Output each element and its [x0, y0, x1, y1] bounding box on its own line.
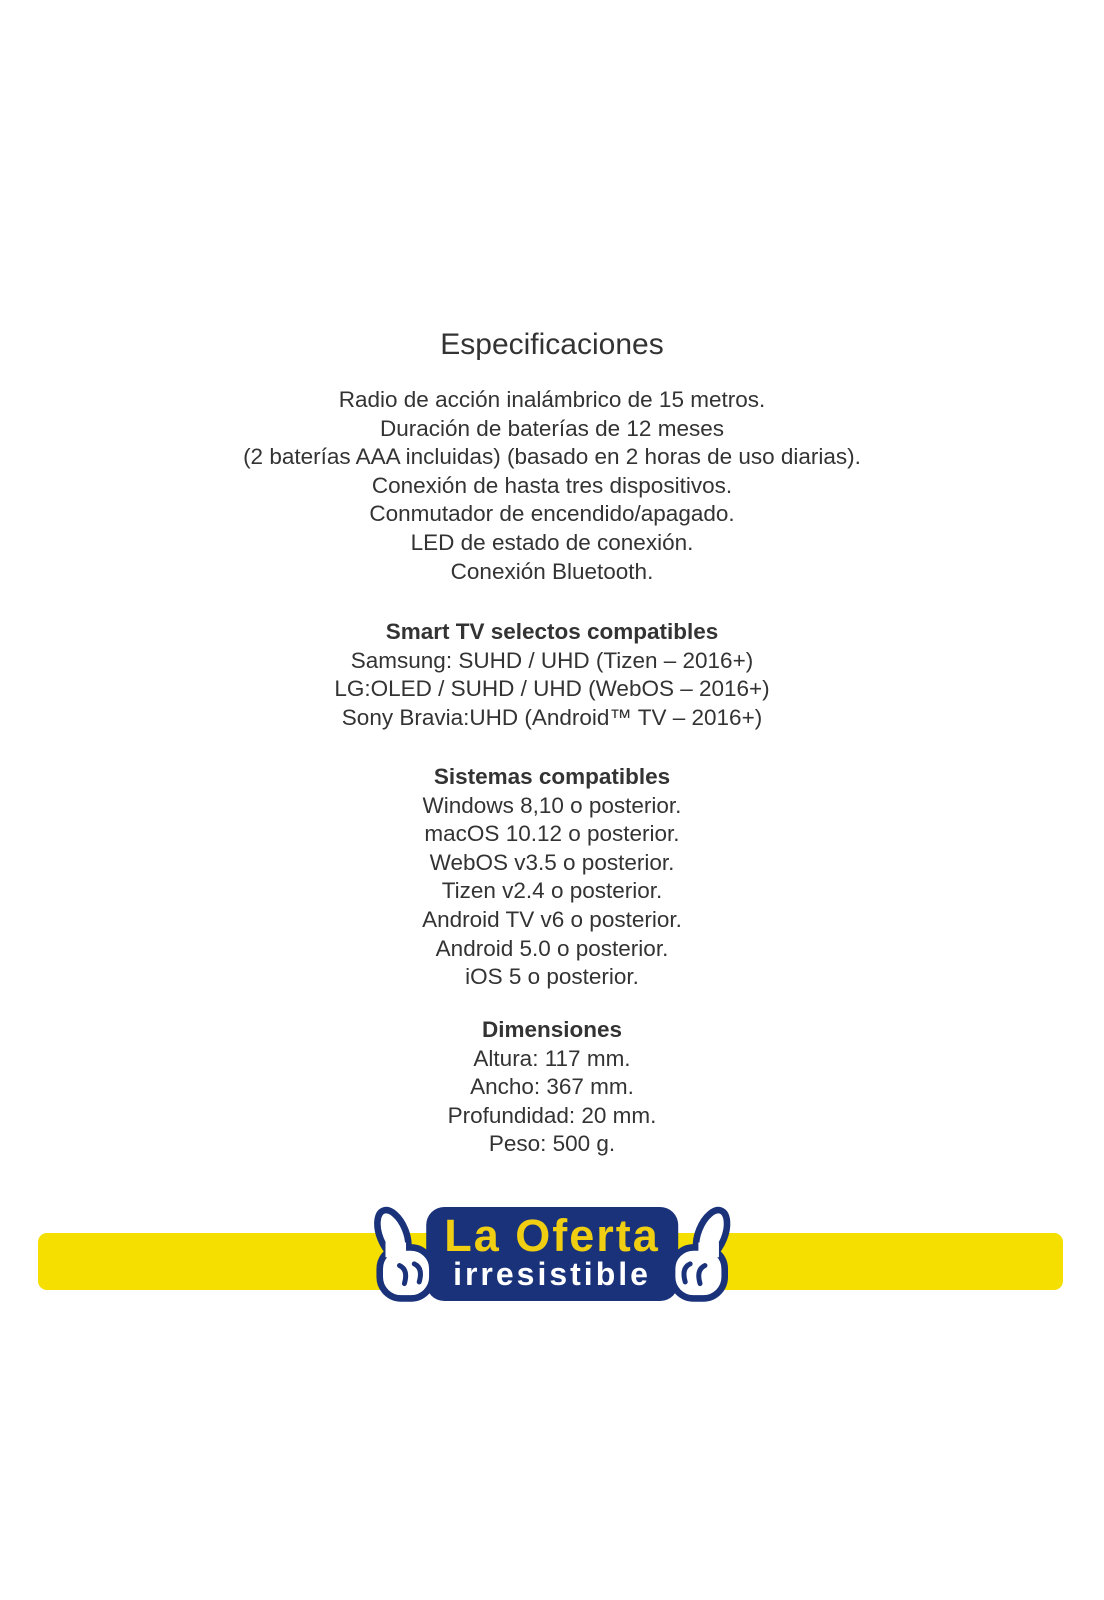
- spec-line: Duración de baterías de 12 meses: [380, 415, 724, 441]
- spec-line: Samsung: SUHD / UHD (Tizen – 2016+): [350, 647, 754, 673]
- spec-line: Tizen v2.4 o posterior.: [441, 878, 663, 904]
- spec-line: Sony Bravia:UHD (Android™ TV – 2016+): [341, 704, 763, 730]
- spec-line: Android 5.0 o posterior.: [435, 935, 669, 961]
- spec-line: Ancho: 367 mm.: [470, 1074, 634, 1100]
- spec-line: LG:OLED / SUHD / UHD (WebOS – 2016+): [334, 676, 770, 702]
- section-heading-sistemas: Sistemas compatibles: [433, 764, 671, 789]
- spec-line: Altura: 117 mm.: [473, 1045, 631, 1071]
- page-title: Especificaciones: [440, 328, 664, 361]
- section-heading-smart-tv: Smart TV selectos compatibles: [385, 619, 719, 644]
- spec-line: Windows 8,10 o posterior.: [422, 792, 682, 818]
- spec-line: LED de estado de conexión.: [410, 529, 694, 555]
- spec-line: macOS 10.12 o posterior.: [424, 821, 680, 847]
- spec-section-dimensiones: [0, 1016, 1104, 1159]
- spec-line: Android TV v6 o posterior.: [422, 906, 682, 932]
- logo-text-irresistible: irresistible: [453, 1256, 651, 1292]
- spec-line: (2 baterías AAA incluidas) (basado en 2 horas de uso diarias).: [243, 444, 861, 470]
- logo-text-la-oferta: La Oferta: [444, 1210, 660, 1261]
- spec-section-general: [0, 386, 1104, 586]
- thumbs-up-icon-right: [662, 1203, 736, 1305]
- spec-line: Conexión de hasta tres dispositivos.: [371, 472, 733, 498]
- spec-line: iOS 5 o posterior.: [465, 964, 639, 990]
- spec-line: Peso: 500 g.: [488, 1131, 616, 1157]
- logo-text-plate: [426, 1207, 678, 1301]
- spec-line: Profundidad: 20 mm.: [447, 1102, 657, 1128]
- la-oferta-irresistible-logo: [368, 1203, 736, 1305]
- spec-line: WebOS v3.5 o posterior.: [429, 849, 675, 875]
- spec-line: Radio de acción inalámbrico de 15 metros.: [338, 387, 766, 412]
- section-heading-dimensiones: Dimensiones: [481, 1017, 623, 1042]
- spec-section-sistemas: [0, 763, 1104, 992]
- spec-section-smart-tv: [0, 618, 1104, 732]
- spec-line: Conexión Bluetooth.: [450, 558, 654, 584]
- thumbs-up-icon-left: [368, 1203, 442, 1305]
- spec-line: Conmutador de encendido/apagado.: [369, 501, 735, 527]
